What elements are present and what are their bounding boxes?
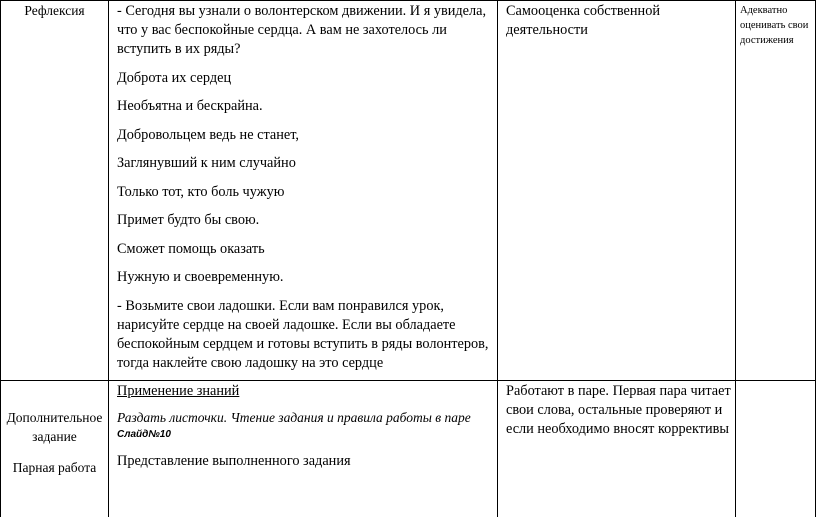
table-divider-col3 — [735, 0, 736, 517]
table-divider-col2 — [497, 0, 498, 517]
student-activity-cell-2 — [499, 382, 735, 517]
section-heading: Применение знаний — [117, 383, 240, 399]
table-divider-col1 — [108, 0, 109, 517]
poem-line: Сможет помощь оказать — [117, 241, 265, 257]
stage-label-extra: Дополнительное задание — [6, 410, 103, 444]
poem-line: Нужную и своевременную. — [117, 269, 284, 285]
stage-cell-reflection — [1, 1, 108, 380]
poem-line: Примет будто бы свою. — [117, 212, 260, 228]
instruction-text: Раздать листочки. Чтение задания и правила работы в паре — [117, 410, 471, 425]
poem-line: Заглянувший к ним случайно — [117, 155, 296, 171]
stage-cell-extra-task — [1, 382, 108, 517]
slide-reference: Слайд№10 — [117, 429, 171, 440]
student-activity-text: Самооценка собственной деятельности — [506, 3, 660, 38]
teacher-activity-cell-2 — [110, 382, 497, 517]
poem-line: Только тот, кто боль чужую — [117, 184, 285, 200]
result-cell — [737, 1, 815, 380]
poem-line: Доброта их сердец — [117, 70, 232, 86]
teacher-activity-cell — [110, 1, 497, 380]
result-text: Адекватно оценивать свои достижения — [740, 5, 809, 46]
student-activity-cell — [499, 1, 735, 380]
student-activity-text-2: Работают в паре. Первая пара читает свои слова, остальные проверяют и если необходимо вносят коррективы — [506, 383, 731, 437]
presentation-text: Представление выполненного задания — [117, 453, 351, 469]
stage-label-pair: Парная работа — [12, 460, 97, 475]
intro-paragraph: - Сегодня вы узнали о волонтерском движении. И я увидела, что у вас беспокойные сердца. А вам не захотелось ли вступить в их ряды? — [117, 3, 487, 57]
poem-line: Необъятна и бескрайна. — [117, 98, 263, 114]
poem-line: Добровольцем ведь не станет, — [117, 127, 299, 143]
result-cell-2 — [737, 382, 815, 517]
stage-label: Рефлексия — [24, 3, 85, 18]
table-divider-row — [0, 380, 816, 381]
closing-paragraph: - Возьмите свои ладошки. Если вам понравился урок, нарисуйте сердце на своей ладошке. Если вы обладаете беспокойным сердцем и готовы вступить в ряды волонтеров, тогда наклейте свою ладошку на это сердце — [117, 298, 489, 371]
